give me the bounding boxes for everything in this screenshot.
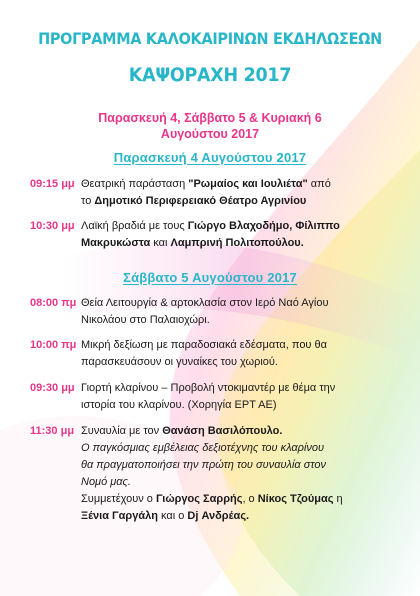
day2-heading: Σάββατο 5 Αυγούστου 2017 <box>123 270 297 285</box>
event-time: 09:15 μμ <box>30 178 75 190</box>
event-time: 09:30 μμ <box>30 382 75 394</box>
day1-heading: Παρασκευή 4 Αυγούστου 2017 <box>113 150 307 165</box>
event-time: 08:00 πμ <box>30 297 77 309</box>
event-time: 10:00 πμ <box>30 339 77 351</box>
event-description: Λαϊκή βραδιά με τους Γιώργο Βλαχοδήμο, Φίλιππο Μακρυκώστα και Λαμπρινή Πολιτοπούλου. <box>81 220 340 249</box>
event-time: 11:30 μμ <box>30 425 75 437</box>
event-description: Θεατρική παράσταση "Ρωμαίος και Ιουλιέτα" από το Δημοτικό Περιφερειακό Θέατρο Αγρινίου <box>81 178 331 207</box>
event-dates <box>0 110 420 142</box>
program-title: ΠΡΟΓΡΑΜΜΑ ΚΑΛΟΚΑΙΡΙΝΩΝ ΕΚΔΗΛΩΣΕΩΝ <box>38 30 382 48</box>
event-description: Θεία Λειτουργία & αρτοκλασία στον Ιερό Ναό Αγίου Νικολάου στο Παλαιοχώρι. <box>81 297 329 326</box>
event-dates-line2: Αυγούστου 2017 <box>160 127 260 141</box>
event-description: Μικρή δεξίωση με παραδοσιακά εδέσματα, που θα παρασκευάσουν οι γυναίκες του χωριού. <box>81 339 327 368</box>
event-description: Συναυλία με τον Θανάση Βασιλόπουλο. Ο παγκόσμιας εμβέλειας δεξιοτέχνης του κλαρίνου θα πραγματοποιήσει την πρώτη του συναυλία στον Νομό μας. Συμμετέχουν ο Γιώργος Σαρρής, ο Νίκος Τζούμας η Ξένια Γαργάλη και ο Dj Ανδρέας. <box>81 425 343 522</box>
program-subtitle: ΚΑΨΟΡΑΧΗ 2017 <box>128 64 292 86</box>
event-description: Γιορτή κλαρίνου – Προβολή ντοκιμαντέρ με θέμα την ιστορία του κλαρίνου. (Χορηγία ΕΡΤ ΑΕ) <box>81 382 336 411</box>
event-dates-line1: Παρασκευή 4, Σάββατο 5 & Κυριακή 6 <box>98 111 322 125</box>
event-time: 10:30 μμ <box>30 220 75 232</box>
